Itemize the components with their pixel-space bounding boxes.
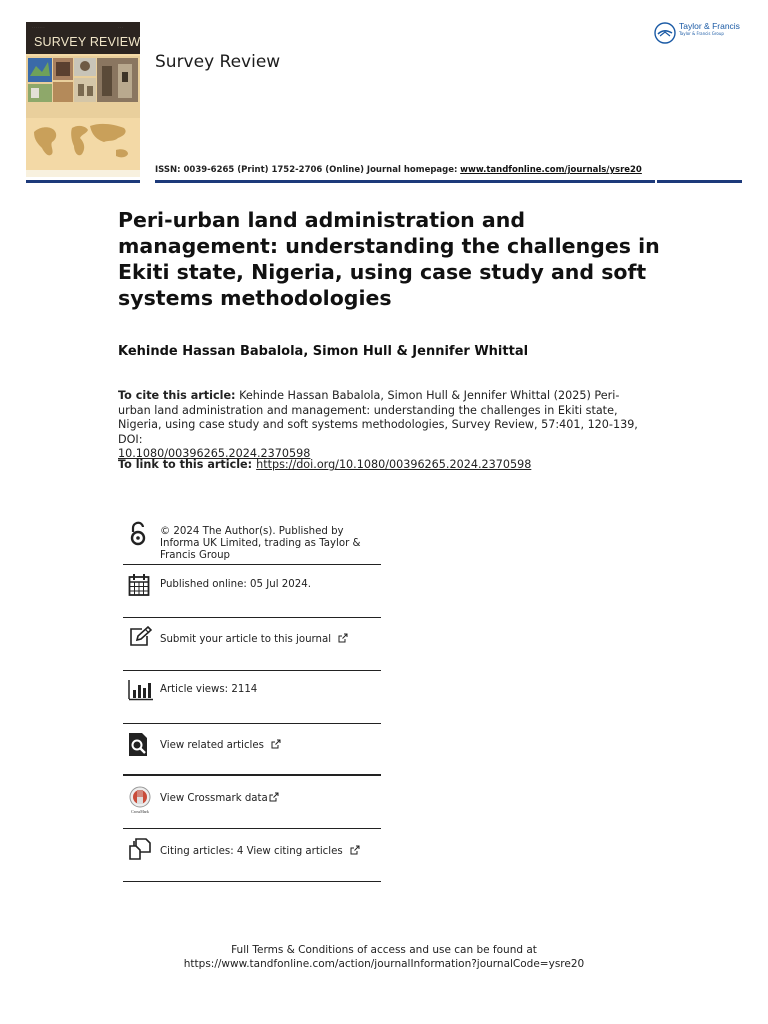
journal-cover <box>26 22 140 177</box>
publisher-group: Taylor & Francis Group <box>679 30 724 36</box>
related-articles-link[interactable]: View related articles <box>160 740 264 751</box>
external-link-icon <box>350 845 360 855</box>
citing-articles-link[interactable]: Citing articles: 4 View citing articles <box>160 846 343 857</box>
link-label: To link to this article: <box>118 458 253 471</box>
cite-doi-link[interactable]: 10.1080/00396265.2024.2370598 <box>118 447 311 460</box>
issn-text: ISSN: 0039-6265 (Print) 1752-2706 (Online) Journal homepage: <box>155 165 458 175</box>
footer-line-1: Full Terms & Conditions of access and use can be found at <box>231 944 537 956</box>
journal-name: Survey Review <box>155 52 281 72</box>
taylor-francis-icon <box>654 22 676 44</box>
crossmark-icon <box>128 786 152 814</box>
journal-homepage-link[interactable]: www.tandfonline.com/journals/ysre20 <box>460 165 642 175</box>
external-link-icon <box>271 739 281 749</box>
open-access-text: © 2024 The Author(s). Published by Informa UK Limited, trading as Taylor & Francis Group <box>160 526 361 561</box>
svg-text:CrossMark: CrossMark <box>131 809 149 814</box>
open-access-icon <box>128 521 148 547</box>
external-link-icon <box>338 633 348 643</box>
submit-article-link[interactable]: Submit your article to this journal <box>160 634 332 645</box>
cite-label: To cite this article: <box>118 389 236 402</box>
info-submit[interactable] <box>123 618 381 671</box>
related-articles-icon <box>128 732 150 758</box>
crossmark-link[interactable]: View Crossmark data <box>160 793 268 804</box>
publisher-name: Taylor & Francis <box>679 21 740 31</box>
cover-world-map <box>28 118 138 172</box>
info-open-access <box>123 518 381 565</box>
cover-footer <box>26 170 140 177</box>
published-date: Published online: 05 Jul 2024. <box>160 579 311 590</box>
article-views: Article views: 2114 <box>160 684 258 695</box>
info-crossmark[interactable] <box>123 776 381 829</box>
info-related[interactable] <box>123 724 381 776</box>
article-link-line <box>118 458 531 471</box>
footer-terms-link[interactable]: https://www.tandfonline.com/action/journalInformation?journalCode=ysre20 <box>183 958 585 970</box>
cover-header: · · · · · · · · · · <box>26 22 140 54</box>
edit-icon <box>128 626 152 648</box>
info-views <box>123 671 381 724</box>
cite-text: Kehinde Hassan Babalola, Simon Hull & Jennifer Whittal (2025) Peri-urban land administration and management: understanding the challenges in Ekiti state, Nigeria, using case study and soft systems methodologies, Survey Review, 57:401, 120-139, DOI: <box>118 389 638 446</box>
bar-chart-icon <box>128 679 154 701</box>
calendar-icon <box>128 573 150 597</box>
info-citing[interactable] <box>123 829 381 882</box>
issn-line <box>155 165 642 175</box>
cover-photos <box>26 56 140 118</box>
header-divider <box>26 180 742 183</box>
cover-title: SURVEY REVIEW <box>34 35 140 49</box>
footer-terms <box>0 943 768 971</box>
citing-articles-icon <box>128 837 152 861</box>
article-title: Peri-urban land administration and management: understanding the challenges in Ekiti state, Nigeria, using case study and soft systems methodologies <box>118 208 660 310</box>
publisher-logo[interactable] <box>654 22 740 44</box>
info-published <box>123 565 381 618</box>
citation-block <box>118 389 648 462</box>
article-doi-link[interactable]: https://doi.org/10.1080/00396265.2024.2370598 <box>256 458 532 471</box>
article-authors: Kehinde Hassan Babalola, Simon Hull & Jennifer Whittal <box>118 344 529 359</box>
external-link-icon <box>269 792 279 802</box>
